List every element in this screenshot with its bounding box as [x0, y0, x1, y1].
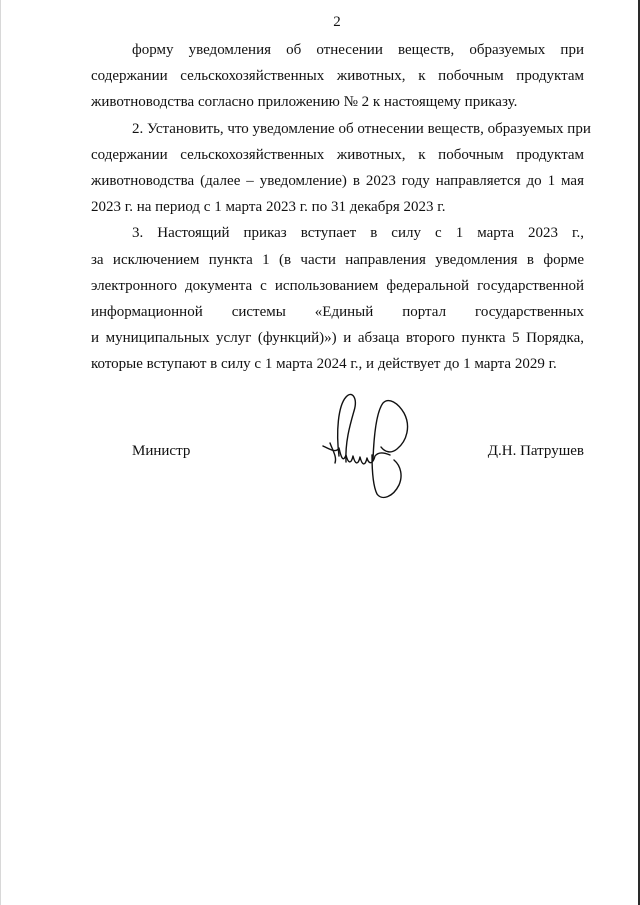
paragraph-2-line-4: 2023 г. на период с 1 марта 2023 г. по 31 декабря 2023 г. [91, 199, 446, 216]
paragraph-3-line-2: за исключением пункта 1 (в части направления уведомления в форме [91, 251, 584, 268]
paragraph-3-line-3: электронного документа с использованием федеральной государственной [91, 277, 584, 294]
paragraph-1-line-3: животноводства согласно приложению № 2 к настоящему приказу. [91, 94, 518, 111]
paragraph-1-line-2: содержании сельскохозяйственных животных, к побочным продуктам [91, 68, 584, 85]
paragraph-3-line-1: 3. Настоящий приказ вступает в силу с 1 марта 2023 г., [132, 225, 584, 242]
page-number: 2 [333, 14, 341, 30]
signatory-name: Д.Н. Патрушев [487, 443, 584, 459]
signature-block [1, 438, 640, 464]
document-body [91, 37, 591, 377]
paragraph-3-line-6: которые вступают в силу с 1 марта 2024 г., и действует до 1 марта 2029 г. [91, 356, 557, 373]
paragraph-2-line-2: содержании сельскохозяйственных животных, к побочным продуктам [91, 146, 584, 163]
paragraph-2-line-1: 2. Установить, что уведомление об отнесении веществ, образуемых при [132, 120, 591, 137]
paragraph-3-line-5: и муниципальных услуг (функций)») и абзаца второго пункта 5 Порядка, [91, 330, 584, 347]
paragraph-1-line-1: форму уведомления об отнесении веществ, образуемых при [132, 42, 584, 58]
signatory-position: Министр [132, 443, 191, 459]
paragraph-3-line-4: информационной системы «Единый портал государственных [91, 303, 584, 320]
paragraph-2-line-3: животноводства (далее – уведомление) в 2023 году направляется до 1 мая [91, 172, 584, 189]
